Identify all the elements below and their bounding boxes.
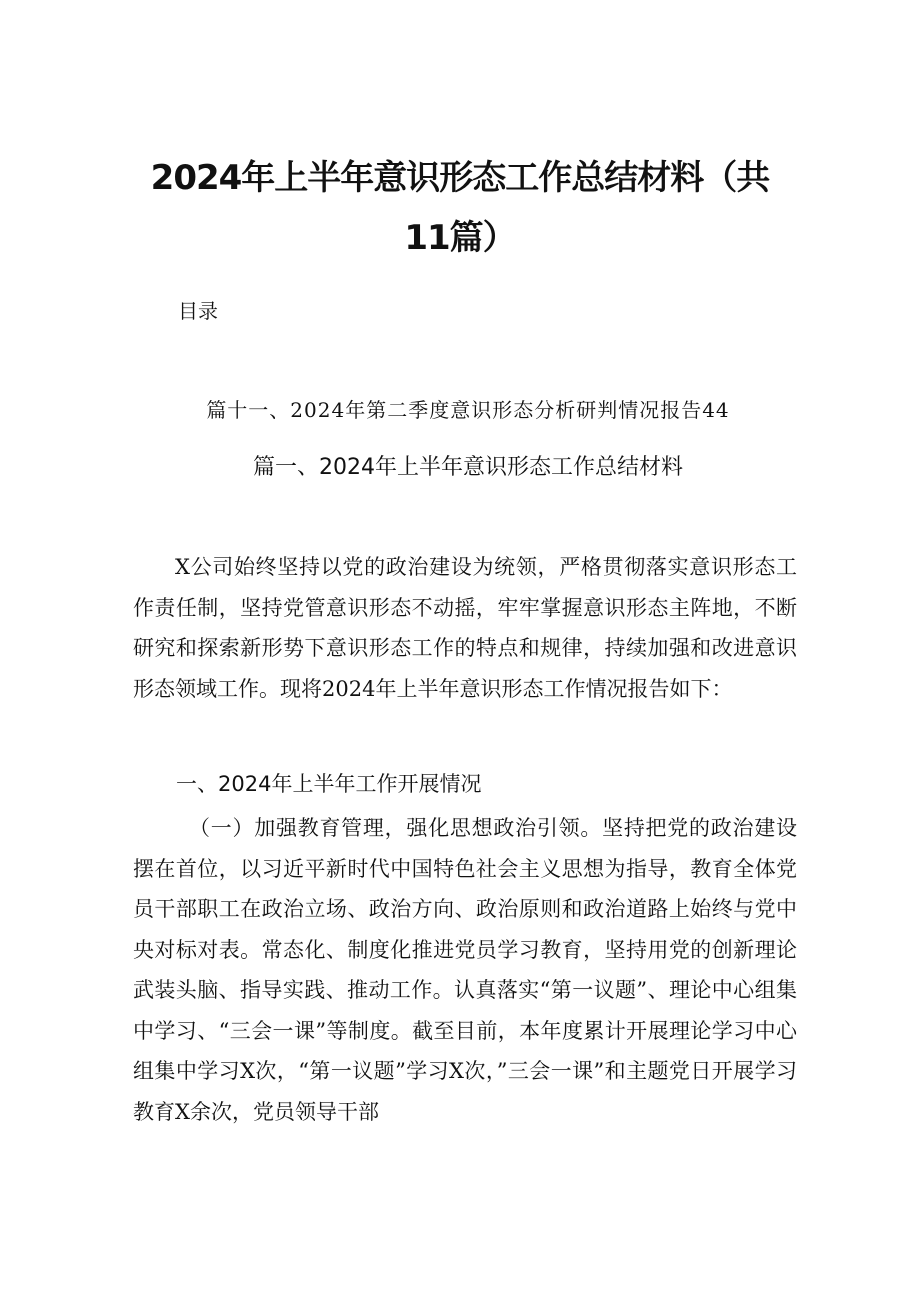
section-heading: 一、2024年上半年工作开展情况: [176, 772, 482, 796]
chapter-title: 篇一、2024年上半年意识形态工作总结材料: [253, 455, 683, 480]
section-paragraph: （一）加强教育管理，强化思想政治引领。坚持把党的政治建设摆在首位，以习近平新时代中国特色社会主义思想为指导，教育全体党员干部职工在政治立场、政治方向、政治原则和政治道路上始终与党中央对标对表。常态化、制度化推进党员学习教育，坚持用党的创新理论武装头脑、指导实践、推动工作。认真落实“第一议题”、理论中心组集中学习、“三会一课”等制度。截至目前，本年度累计开展理论学习中心组集中学习X次，“第一议题”学习X次，”三会一课”和主题党日开展学习教育X余次，党员领导干部: [133, 816, 797, 1124]
intro-paragraph: X公司始终坚持以党的政治建设为统领，严格贯彻落实意识形态工作责任制，坚持党管意识形态不动摇，牢牢掌握意识形态主阵地，不断研究和探索新形势下意识形态工作的特点和规律，持续加强和改进意识形态领域工作。现将2024年上半年意识形态工作情况报告如下：: [133, 555, 797, 701]
document-title-line-2: 11篇）: [404, 218, 516, 258]
toc-label: 目录: [178, 299, 218, 323]
toc-entry[interactable]: 篇十一、2024年第二季度意识形态分析研判情况报告44: [206, 398, 730, 422]
document-title-line-1: 2024年上半年意识形态工作总结材料（共: [150, 158, 770, 198]
